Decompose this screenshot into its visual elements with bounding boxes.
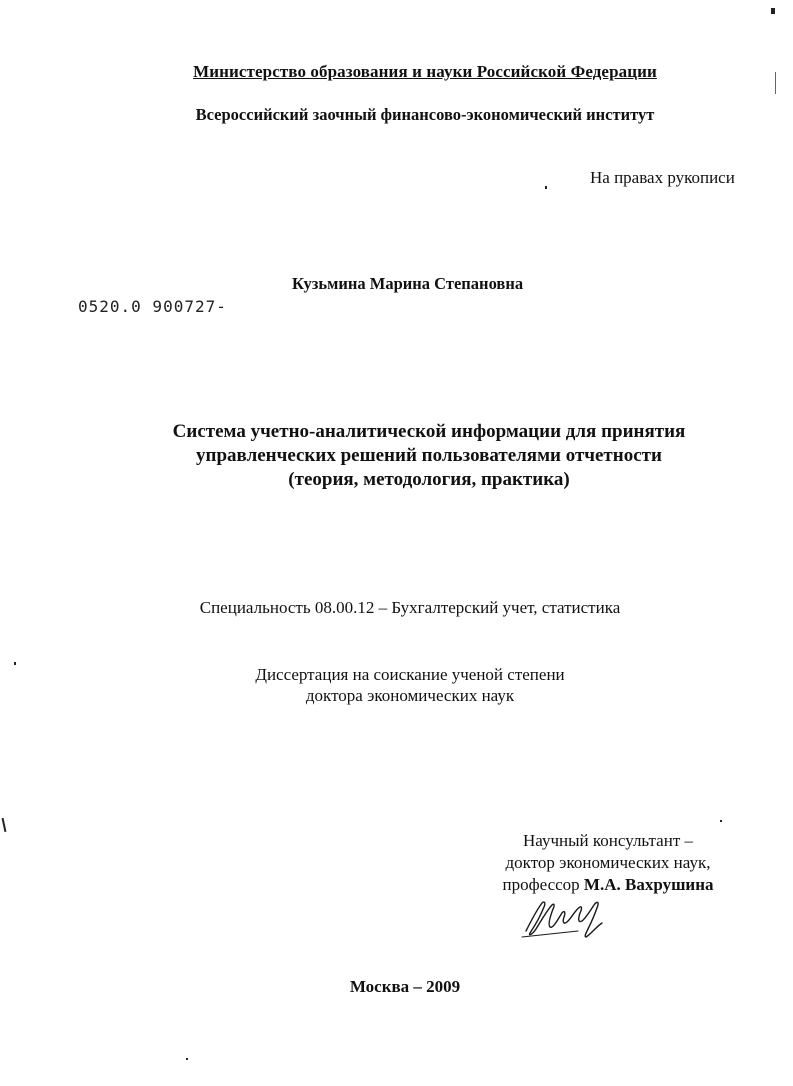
scan-speck bbox=[545, 186, 547, 189]
degree-line-1: Диссертация на соискание ученой степени bbox=[255, 665, 565, 684]
ministry-heading: Министерство образования и науки Российской Федерации bbox=[193, 62, 657, 81]
advisor-degree: доктор экономических наук, bbox=[505, 853, 711, 872]
advisor-prefix: профессор bbox=[502, 875, 584, 894]
author-name: Кузьмина Марина Степановна bbox=[292, 274, 524, 293]
registration-stamp-code: 0520.0 900727- bbox=[78, 297, 227, 316]
degree-line-2: доктора экономических наук bbox=[305, 686, 515, 705]
specialty-line: Специальность 08.00.12 – Бухгалтерский учет, статистика bbox=[199, 598, 621, 617]
advisor-name: М.А. Вахрушина bbox=[583, 875, 714, 894]
scan-speck bbox=[775, 72, 776, 94]
manuscript-rights-note: На правах рукописи bbox=[590, 168, 735, 187]
institute-heading: Всероссийский заочный финансово-экономический институт bbox=[195, 105, 655, 124]
scan-speck bbox=[14, 662, 16, 665]
scan-speck bbox=[186, 1058, 188, 1060]
title-line-2: управленческих решений пользователями отчетности bbox=[196, 445, 662, 466]
title-line-3: (теория, методология, практика) bbox=[288, 469, 570, 490]
scan-speck bbox=[2, 818, 6, 832]
advisor-role: Научный консультант – bbox=[523, 831, 693, 850]
scan-speck bbox=[720, 820, 722, 822]
scientific-advisor bbox=[478, 830, 738, 896]
dissertation-title bbox=[0, 420, 793, 492]
scan-speck bbox=[771, 8, 775, 14]
city-year: Москва – 2009 bbox=[349, 977, 461, 996]
title-line-1: Система учетно-аналитической информации для принятия bbox=[172, 421, 686, 442]
handwritten-signature bbox=[520, 893, 610, 943]
degree-statement bbox=[0, 664, 793, 706]
